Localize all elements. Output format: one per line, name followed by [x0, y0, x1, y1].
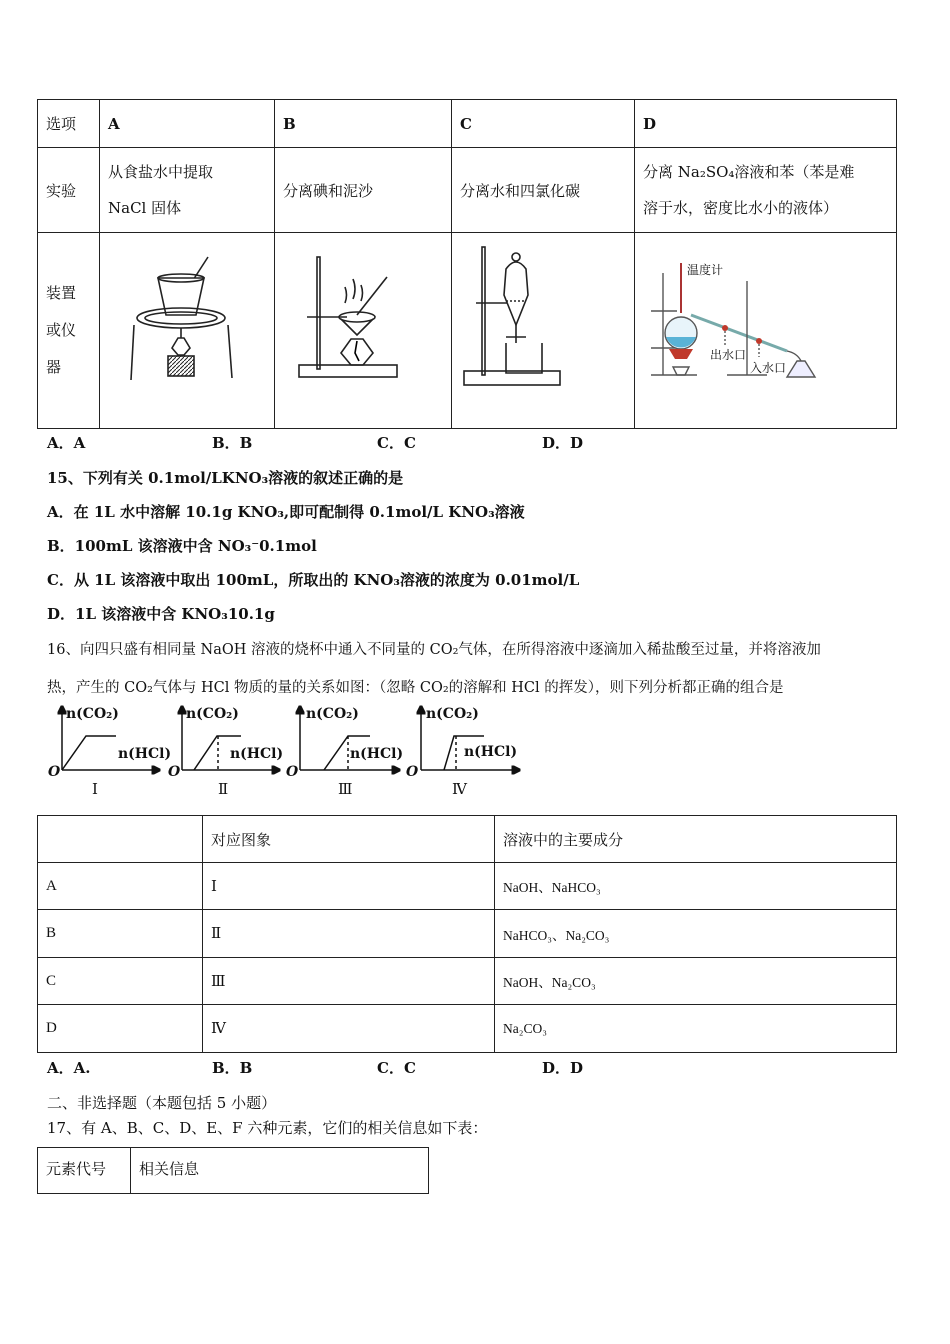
experiment-d — [635, 148, 897, 233]
row-option: B — [38, 910, 203, 958]
row-graph: Ⅳ — [203, 1005, 495, 1053]
q14-option-b[interactable]: B．B — [212, 434, 253, 452]
apparatus-b — [275, 233, 452, 429]
q15-option-a[interactable]: A．在 1L 水中溶解 10.1g KNO₃,即可配制得 0.1mol/L KNO₃溶液 — [47, 503, 525, 521]
row-option: A — [38, 863, 203, 910]
apparatus-label-2: 或仪 — [46, 321, 77, 339]
q14-option-c[interactable]: C．C — [377, 434, 416, 452]
graph4-ylabel: n(CO₂) — [426, 706, 479, 722]
q16-option-a[interactable]: A．A. — [47, 1059, 91, 1077]
header-label: 选项 — [38, 100, 100, 148]
experiment-a-line1: 从食盐水中提取 — [108, 163, 214, 181]
row-graph: Ⅰ — [203, 863, 495, 910]
q16-header-graph: 对应图象 — [203, 816, 495, 863]
table-row — [38, 863, 897, 910]
col-d-header: D — [635, 100, 897, 148]
q16-stem-line1: 16、向四只盛有相同量 NaOH 溶液的烧杯中通入不同量的 CO₂气体，在所得溶液中逐滴加入稀盐酸至过量，并将溶液加 — [47, 642, 821, 658]
q15-option-d[interactable]: D．1L 该溶液中含 KNO₃10.1g — [47, 605, 275, 623]
water-in-label: 入水口 — [750, 361, 787, 375]
row-components: Na₂CO₃ — [495, 1005, 897, 1053]
q15-stem: 15、下列有关 0.1mol/LKNO₃溶液的叙述正确的是 — [47, 469, 404, 487]
experiment-c: 分离水和四氯化碳 — [452, 148, 635, 233]
graph3-xlabel: n(HCl) — [350, 746, 404, 762]
experiment-b: 分离碘和泥沙 — [275, 148, 452, 233]
separatory-funnel-icon — [462, 245, 572, 390]
row-components: NaOH、NaHCO₃ — [495, 863, 897, 910]
q16-header-blank — [38, 816, 203, 863]
apparatus-c — [452, 233, 635, 429]
sublimation-apparatus-icon — [297, 253, 407, 383]
apparatus-label-1: 装置 — [46, 284, 77, 302]
section2-title: 二、非选择题（本题包括 5 小题） — [47, 1094, 277, 1112]
graph2-origin: O — [168, 764, 181, 780]
experiment-label: 实验 — [38, 148, 100, 233]
apparatus-d — [635, 233, 897, 429]
col-a-header: A — [100, 100, 275, 148]
row-option: D — [38, 1005, 203, 1053]
graph3-ylabel: n(CO₂) — [306, 706, 359, 722]
graph1-ylabel: n(CO₂) — [66, 706, 119, 722]
graph4-xlabel: n(HCl) — [464, 744, 518, 760]
table-row — [38, 958, 897, 1005]
table-row — [38, 910, 897, 958]
q14-option-a[interactable]: A．A — [47, 434, 86, 452]
apparatus-label — [38, 233, 100, 429]
element-code-header: 元素代号 — [38, 1148, 131, 1194]
water-out-label: 出水口 — [710, 348, 747, 362]
thermometer-label: 温度计 — [687, 263, 724, 277]
experiment-d-line1: 分离 Na₂SO₄溶液和苯（苯是难 — [643, 163, 855, 181]
row-graph: Ⅱ — [203, 910, 495, 958]
q17-element-table — [37, 1147, 429, 1194]
apparatus-label-3: 器 — [46, 358, 62, 376]
graph4-origin: O — [406, 764, 419, 780]
experiment-a-line2: NaCl 固体 — [108, 199, 182, 217]
graph1-xlabel: n(HCl) — [118, 746, 172, 762]
q16-header-components: 溶液中的主要成分 — [495, 816, 897, 863]
q14-experiment-table — [37, 99, 897, 429]
row-components: NaHCO₃、Na₂CO₃ — [495, 910, 897, 958]
graph3-origin: O — [286, 764, 299, 780]
apparatus-a — [100, 233, 275, 429]
row-graph: Ⅲ — [203, 958, 495, 1005]
q16-graphs — [44, 704, 534, 804]
col-b-header: B — [275, 100, 452, 148]
graph3-name: Ⅲ — [338, 780, 353, 798]
col-c-header: C — [452, 100, 635, 148]
graph2-name: Ⅱ — [218, 780, 229, 798]
graph4-name: Ⅳ — [452, 780, 467, 798]
q16-option-c[interactable]: C．C — [377, 1059, 416, 1077]
q16-option-d[interactable]: D．D — [542, 1059, 584, 1077]
q16-answer-table — [37, 815, 897, 1053]
graph2-xlabel: n(HCl) — [230, 746, 284, 762]
experiment-a — [100, 148, 275, 233]
q14-option-d[interactable]: D．D — [542, 434, 584, 452]
q15-option-b[interactable]: B．100mL 该溶液中含 NO₃⁻0.1mol — [47, 537, 317, 555]
q16-stem-line2: 热，产生的 CO₂气体与 HCl 物质的量的关系如图：（忽略 CO₂的溶解和 HCl 的挥发），则下列分析都正确的组合是 — [47, 680, 784, 696]
graph1-name: Ⅰ — [92, 780, 98, 798]
row-option: C — [38, 958, 203, 1005]
q17-stem: 17、有 A、B、C、D、E、F 六种元素，它们的相关信息如下表： — [47, 1119, 488, 1137]
experiment-d-line2: 溶于水，密度比水小的液体） — [643, 199, 839, 217]
table-row — [38, 1005, 897, 1053]
graph1-origin: O — [48, 764, 61, 780]
related-info-header: 相关信息 — [131, 1148, 429, 1194]
graph2-ylabel: n(CO₂) — [186, 706, 239, 722]
evaporation-apparatus-icon — [128, 253, 238, 383]
row-components: NaOH、Na₂CO₃ — [495, 958, 897, 1005]
q15-option-c[interactable]: C．从 1L 该溶液中取出 100mL，所取出的 KNO₃溶液的浓度为 0.01mol/L — [47, 571, 580, 589]
distillation-apparatus-icon — [647, 253, 847, 383]
q16-option-b[interactable]: B．B — [212, 1059, 253, 1077]
